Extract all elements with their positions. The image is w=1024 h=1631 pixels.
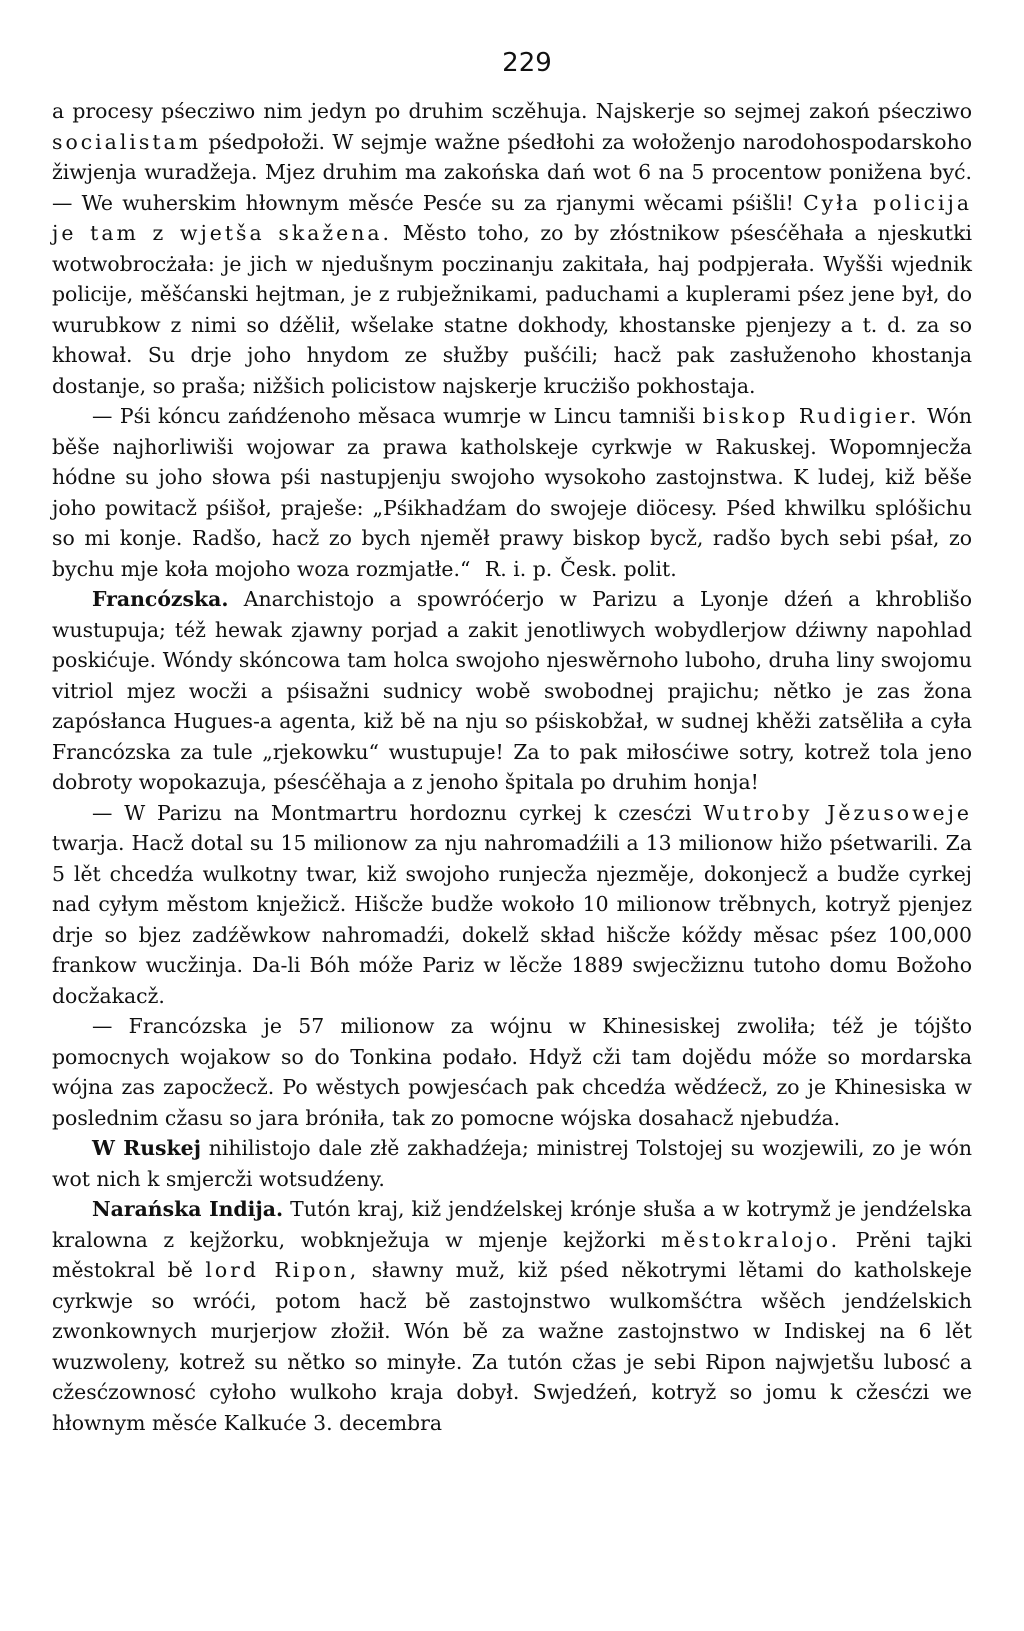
text-run: twarja. Hacž dotal su 15 milionow za nju nahromadźili a 13 milionow hižo pśetwarili. Za 5 lět chcedźa wulkotny twar, kiž swojoho runjecža njezměje, dokonjecž a budže cyrkej nad cyłym městom knježicž. Hišcže budže wokoło 10 milionow trěbnych, kotryž pjenjez drje so bjez zadźěwkow nahromadźi, dokelž skład hišcže kóždy měsac pśez 100,000 frankow wucžinja. Da-li Bóh móže Pariz w lěcže 1889 swjecžiznu tutoho domu Božoho docžakacž. [52,831,972,1008]
text-run: a procesy pśecziwo nim jedyn po druhim sczěhuja. Najskerje so sejmej zakoń pśecziwo [52,99,972,123]
text-run: — Pśi kóncu zańdźenoho měsaca wumrje w Lincu tamniši [92,404,703,428]
text-run: Město toho, zo by złóstnikow pśesćěhała a njeskutki wotwobrocżała: je jich w njedušnym poczinanju zakitała, haj podpjerała. Wyšši wjednik policije, měšćanski hejtman, je z rubježnikami, paduchami a kuplerami pśez jene był, do wurubkow z nimi so dźělił, wšelake statne dokhody, khostanske pjenjezy a t. d. za so khował. Su drje joho hnydom ze słužby pušćili; hacž pak zasłuženoho khostanja dostanje, so praša; nižšich policistow najskerje krucżišo pokhostaja. [52,221,972,398]
spaced-emphasis: lord Ripon, [205,1258,360,1282]
paragraph-russia [52,1133,972,1194]
spaced-emphasis: biskop Rudigier. [702,404,920,428]
paragraph-china-war [52,1011,972,1133]
spaced-emphasis: Cyła policija je tam z wjetša skažena. [52,190,972,245]
text-run: — W Parizu na Montmartru hordoznu cyrkej k czesćzi [92,800,704,825]
text-run: sławny muž, kiž pśed někotrymi lětami do katholskeje cyrkwje so wróći, potom hacž bě zastojnstwo wulkomšćtra wšěch jendźelskich zwonkownych murjerjow złožił. Wón bě za wažne zastojnstwo w Indiskej na 6 lět wuzwoleny, kotrež su nětko so minyłe. Za tutón cžas je sebi Ripon najwjetšu lubosć a cžesćzownosć cyłoho wulkoho kraja dobył. Swjedźeń, kotryž so jomu k cžesćzi we hłownym měsće Kalkuće 3. decembra [52,1258,973,1435]
text-run: Wón běše najhorliwiši wojowar za prawa katholskeje cyrkwje w Rakuskej. Wopomnjecža hódne su joho słowa pśi nastupjenju swojoho wysokoho zastojnstwa. K ludej, kiž běše joho powitacž pśišoł, praješe: „Pśikhadźam do swojeje diöcesy. Pśed khwilku splóšichu so mi konje. Radšo, hacž zo bych njeměł prawy biskop bycž, radšo bych sebi pśał, zo bychu mje koła mojoho woza rozmjatłe.“ [52,404,972,581]
section-heading: Francózska. [92,587,229,611]
text-run: nihilistojo dale złě zakhadźeja; ministrej Tolstojej su wozjewili, zo je wón wot nich k smjercži wotsudźeny. [52,1136,973,1191]
paragraph-bishop-rudigier [52,401,972,584]
spaced-emphasis: městokralojo. [661,1227,841,1252]
page-number: 229 [502,48,552,78]
text-run: Anarchistojo a spowróćerjo w Parizu a Lyonje dźeń a khroblišo wustupuja; též hewak zjawny porjad a zakit jenotliwych wobydlerjow dźiwny napohlad poskićuje. Wóndy skóncowa tam holca swojoho njeswěrnoho luboho, druha liny swojomu vitriol mjez wocži a pśisažni sudnicy wobě swobodnej prajichu; nětko je zas žona zapósłanca Hugues-a agenta, kiž bě na nju so pśiskobžał, w sudnej khěži zatsěliła a cyła Francózska za tule „rjekowku“ wustupuje! Za to pak miłosćiwe sotry, kotrež tola jeno dobroty wopokazuja, pśesćěhaja a z jenoho špitala po druhim honja! [52,587,972,794]
section-heading: W Ruskej [92,1136,201,1160]
spaced-emphasis: Wutroby Jězusoweje [703,800,972,825]
text-run: pśedpołoži. W sejmje wažne pśedłohi za wołoženjo narodohospodarskoho žiwjenja wuradžeja. Mjez druhim ma zakońska dań wot 6 na 5 procentow ponižena być. — We wuherskim hłownym měsće Pesće su za rjanymi wěcami pśišli! [52,129,972,215]
section-heading: Narańska Indija. [92,1197,284,1221]
text-run: — Francózska je 57 milionow za wójnu w Khinesiskej zwoliła; též je tójšto pomocnych wojakow so do Tonkina podało. Hdyž cži tam dojědu móže so mordarska wójna zas zapocžecž. Po wěstych powjesćach pak chcedźa wědźecž, zo je Khinesiska w poslednim cžasu so jara bróniła, tak zo pomocne wójska dosahacž njebudźa. [52,1014,972,1130]
text-run: Tutón kraj, kiž jendźelskej krónje słuša a w kotrymž je jendźelska kralowna z kejžorku, wobknježuja w mjenje kejžorki [52,1197,972,1252]
spaced-emphasis: socialistam [52,129,202,154]
source-citation: Česk. polit. [560,556,677,581]
text-run: Prěni tajki městokral bě [52,1227,973,1282]
paragraph-france [52,584,972,798]
paragraph-montmartre [52,798,972,1012]
paragraph-austria-continued [52,96,972,401]
paragraph-east-india [52,1194,972,1438]
document-page [52,48,972,1438]
source-citation: R. i. p. [484,556,553,581]
